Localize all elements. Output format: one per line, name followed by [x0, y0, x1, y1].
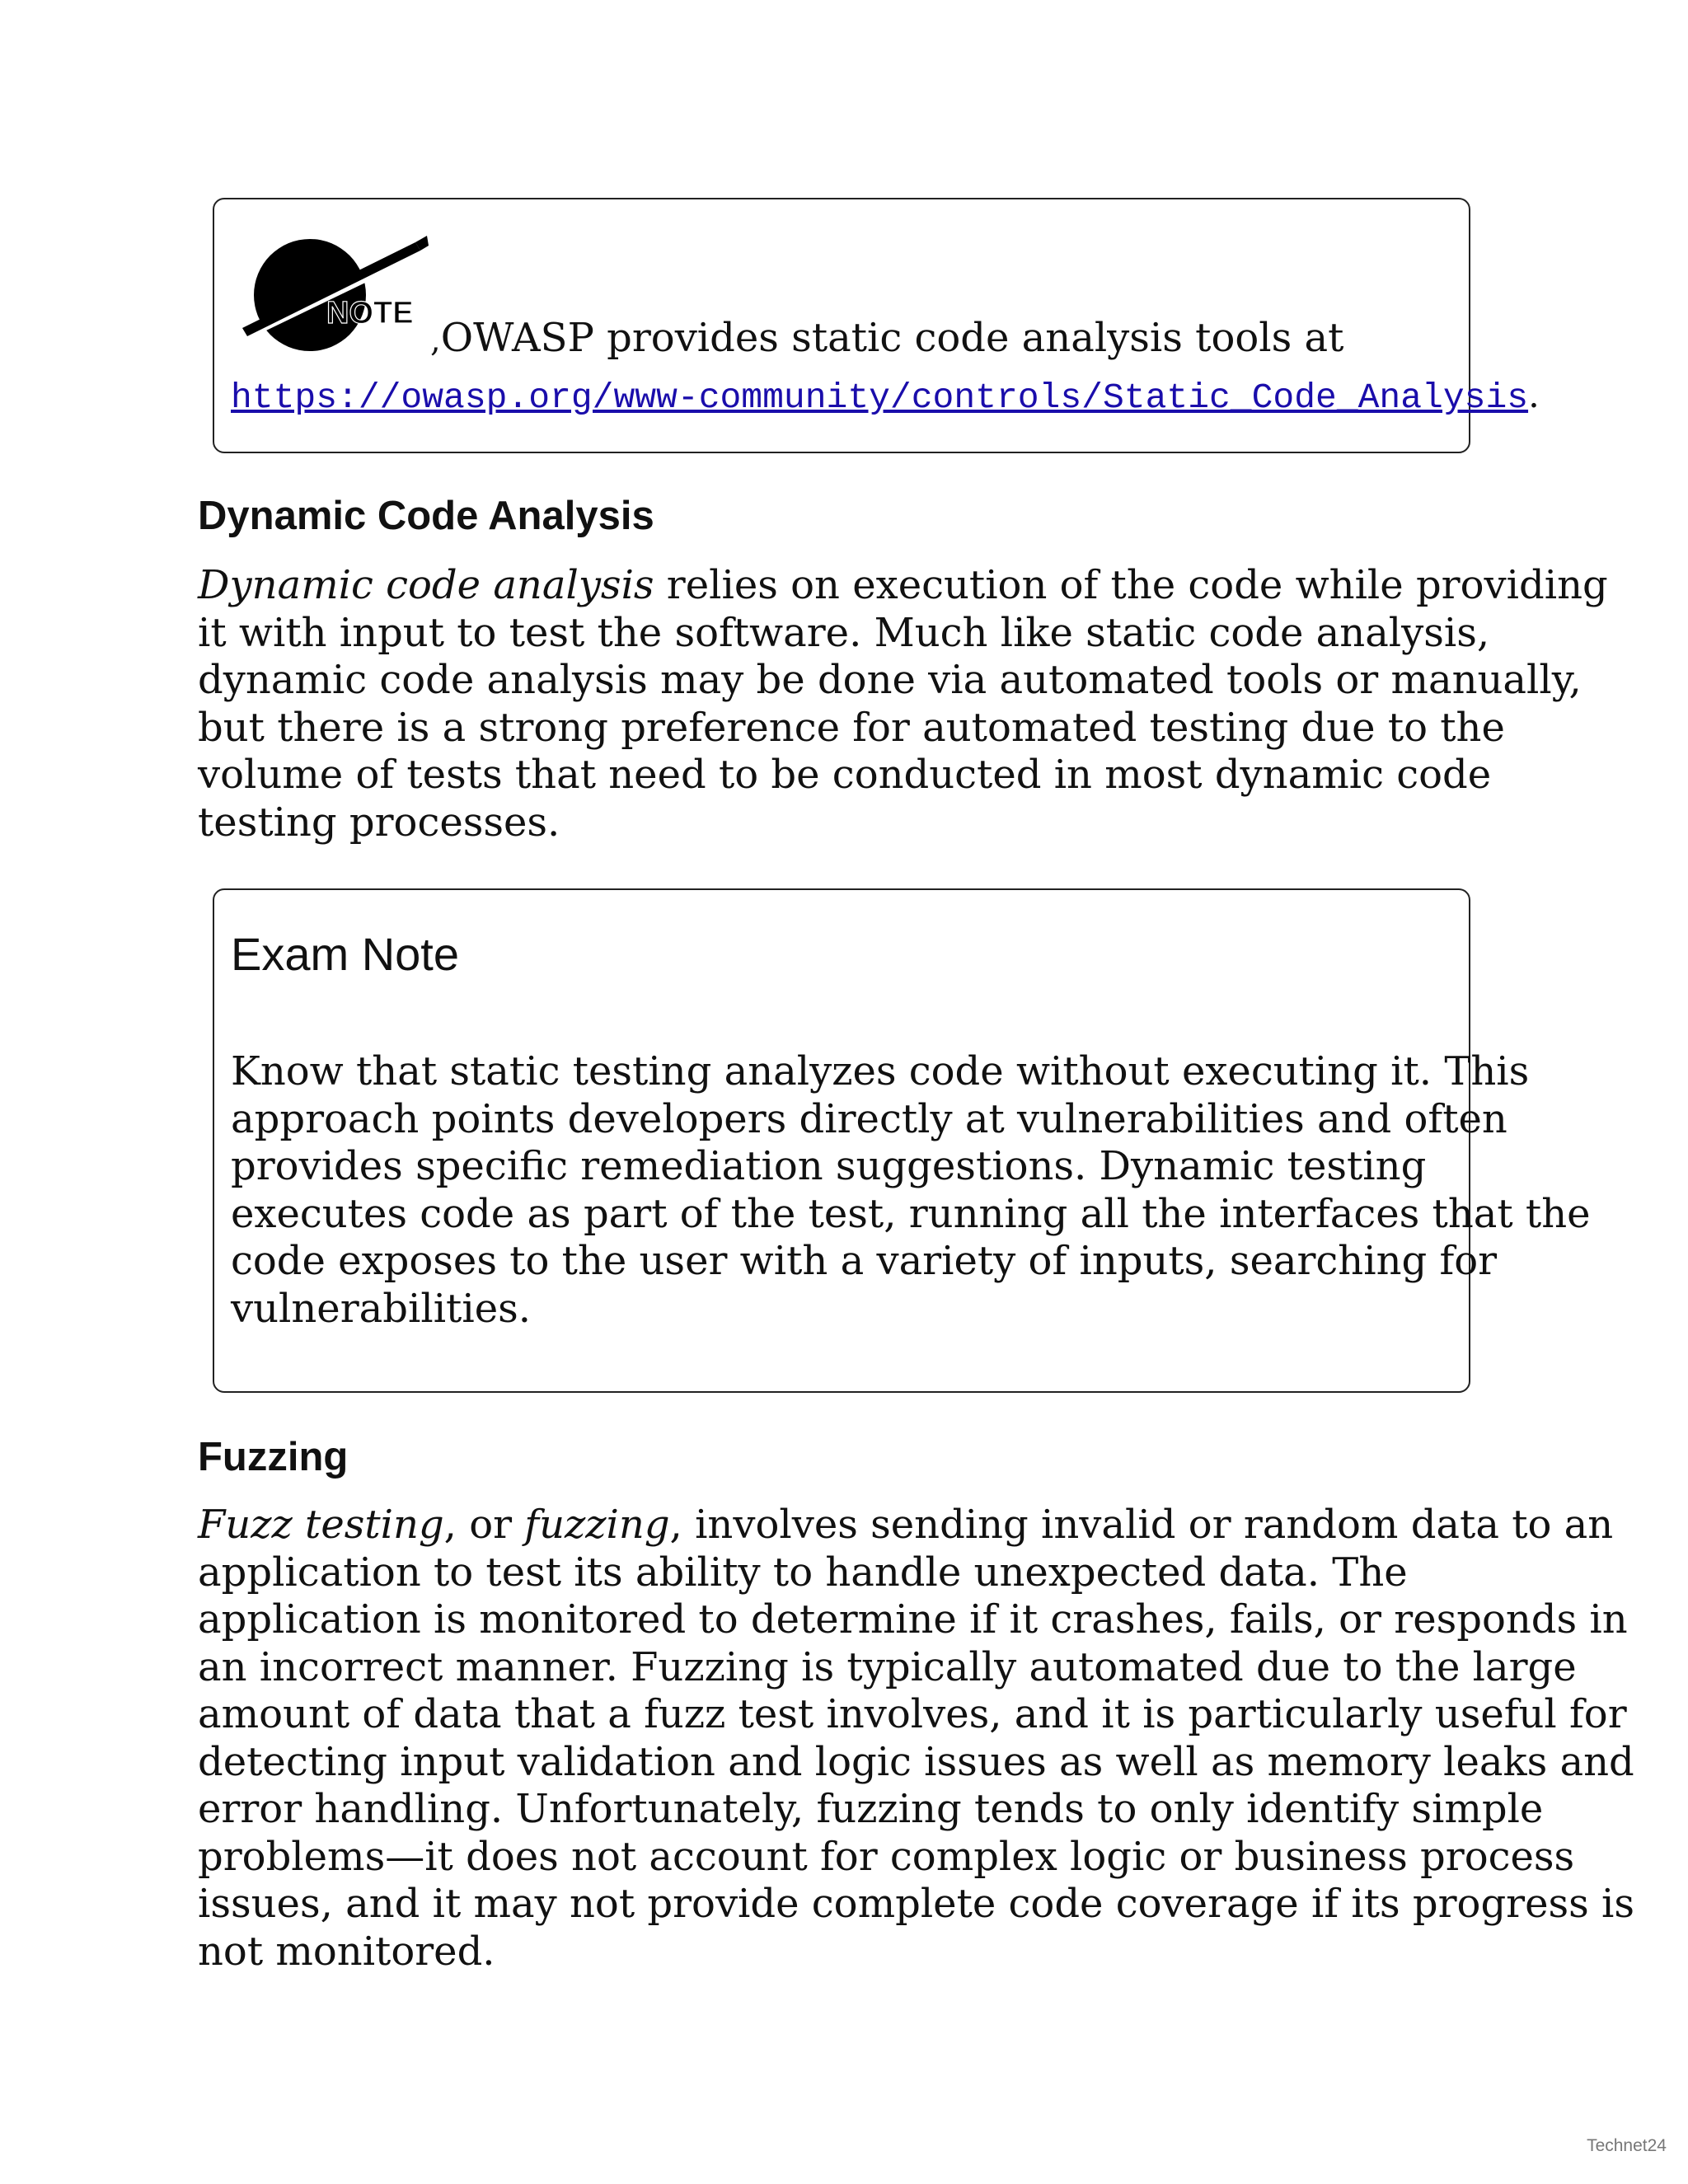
- exam-note-line: Know that static testing analyzes code without executing it. This: [231, 1048, 1530, 1094]
- exam-note-line: executes code as part of the test, running all the interfaces that the: [231, 1190, 1591, 1237]
- fuzzing-connector: , or: [443, 1502, 525, 1548]
- note-text: ,OWASP provides static code analysis tools at: [430, 315, 1344, 361]
- fuzzing-line: error handling. Unfortunately, fuzzing tends to only identify simple: [198, 1786, 1544, 1832]
- fuzzing-line: [198, 1502, 1634, 1549]
- note-icon-label: NOTE: [326, 296, 414, 330]
- fuzzing-line: problems—it does not account for complex logic or business process: [198, 1833, 1575, 1880]
- fuzzing-line: detecting input validation and logic issues as well as memory leaks and: [198, 1738, 1634, 1785]
- owasp-static-analysis-link[interactable]: https://owasp.org/www-community/controls/Static_Code_Analysis: [231, 377, 1529, 418]
- fuzzing-line: not monitored.: [198, 1928, 495, 1975]
- fuzzing-line: an incorrect manner. Fuzzing is typically automated due to the large: [198, 1643, 1577, 1690]
- fuzzing-line-text: , involves sending invalid or random data to an: [669, 1502, 1614, 1548]
- fuzzing-paragraph: [198, 1502, 1634, 1975]
- dynamic-line: it with input to test the software. Much like static code analysis,: [198, 609, 1490, 656]
- watermark: Technet24: [1587, 2136, 1667, 2155]
- dynamic-term: Dynamic code analysis: [198, 562, 654, 608]
- dynamic-line: dynamic code analysis may be done via automated tools or manually,: [198, 657, 1582, 703]
- exam-note-title: Exam Note: [231, 928, 459, 980]
- note-pencil-icon: [234, 236, 429, 351]
- dynamic-code-analysis-heading: Dynamic Code Analysis: [198, 494, 654, 538]
- dynamic-code-analysis-paragraph: [198, 562, 1608, 846]
- fuzzing-heading: Fuzzing: [198, 1435, 349, 1479]
- note-link-line: [231, 371, 1540, 423]
- note-period: .: [1528, 375, 1540, 416]
- fuzzing-line: application is monitored to determine if it crashes, fails, or responds in: [198, 1596, 1628, 1643]
- dynamic-line: testing processes.: [198, 799, 560, 846]
- dynamic-line: volume of tests that need to be conducted in most dynamic code: [198, 752, 1492, 798]
- note-callout: [213, 198, 1540, 453]
- fuzzing-term: fuzzing: [524, 1502, 670, 1548]
- fuzzing-line: issues, and it may not provide complete code coverage if its progress is: [198, 1881, 1635, 1927]
- dynamic-line: but there is a strong preference for automated testing due to the: [198, 704, 1505, 751]
- fuzzing-line: application to test its ability to handle unexpected data. The: [198, 1549, 1408, 1596]
- fuzz-testing-term: Fuzz testing: [198, 1502, 444, 1548]
- note-text-body: OWASP provides static code analysis tools at: [440, 315, 1344, 361]
- exam-note-line: approach points developers directly at vulnerabilities and often: [231, 1095, 1507, 1142]
- exam-note-line: code exposes to the user with a variety of inputs, searching for: [231, 1238, 1498, 1284]
- exam-note-line: vulnerabilities.: [231, 1285, 531, 1332]
- exam-note-callout: [213, 888, 1591, 1393]
- exam-note-line: provides specific remediation suggestions. Dynamic testing: [231, 1143, 1427, 1189]
- dynamic-line: [198, 562, 1608, 610]
- dynamic-line-text: relies on execution of the code while providing: [654, 562, 1608, 608]
- fuzzing-line: amount of data that a fuzz test involves, and it is particularly useful for: [198, 1691, 1627, 1737]
- exam-note-text: [231, 1048, 1591, 1333]
